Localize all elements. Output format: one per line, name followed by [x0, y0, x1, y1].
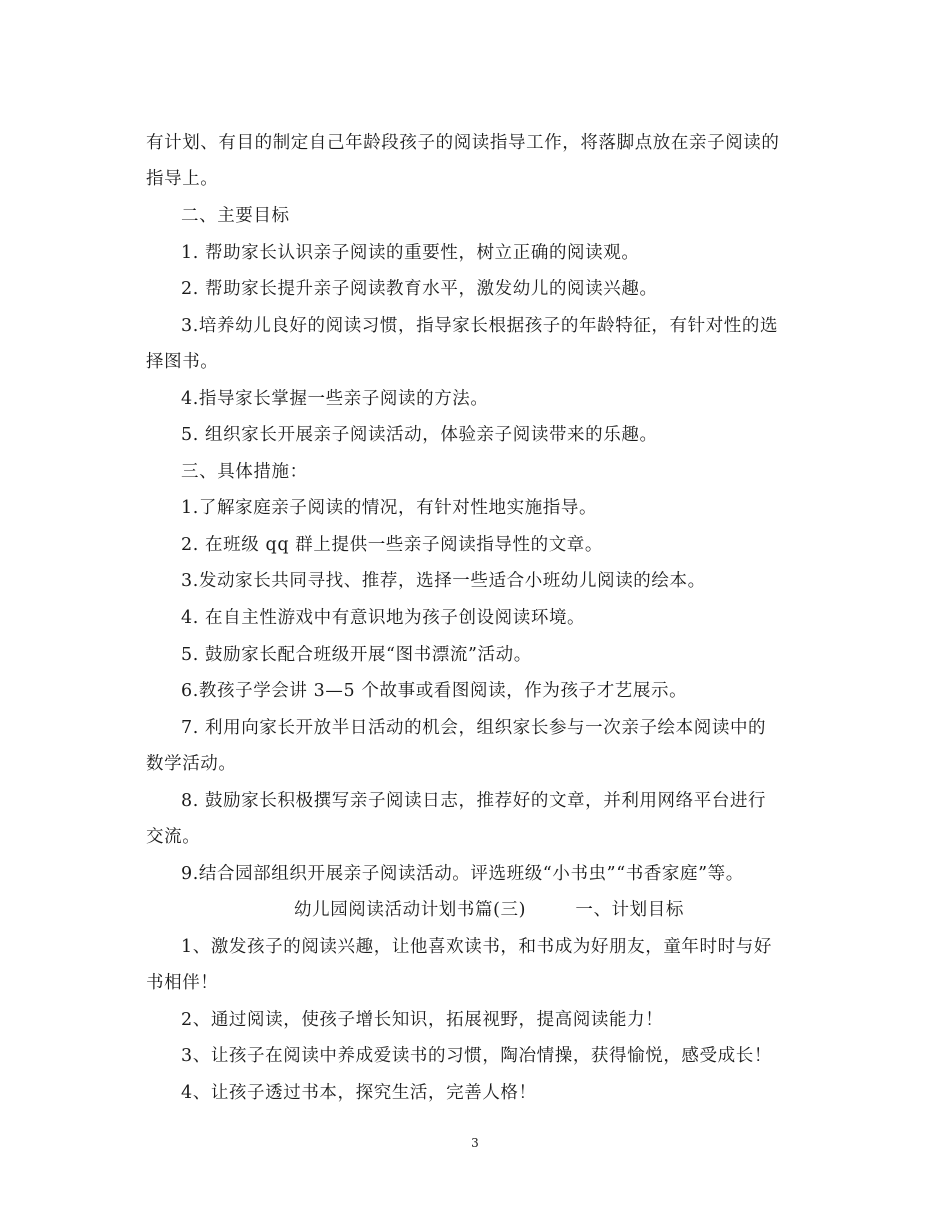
- section-title: 幼儿园阅读活动计划书篇(三) 一、计划目标: [294, 900, 684, 920]
- list-item-continuation: 书相伴！: [146, 973, 219, 993]
- list-item: 1. 帮助家长认识亲子阅读的重要性，树立正确的阅读观。: [181, 243, 640, 263]
- list-item: 9.结合园部组织开展亲子阅读活动。评选班级“小书虫”“书香家庭”等。: [181, 864, 744, 884]
- list-item: 4.指导家长掌握一些亲子阅读的方法。: [181, 389, 489, 409]
- list-item: 3.培养幼儿良好的阅读习惯，指导家长根据孩子的年龄特征，有针对性的选: [181, 316, 779, 336]
- list-item: 4、让孩子透过书本，探究生活，完善人格！: [181, 1083, 537, 1103]
- body-text-line: 有计划、有目的制定自己年龄段孩子的阅读指导工作，将落脚点放在亲子阅读的: [146, 133, 780, 153]
- list-item: 7. 利用向家长开放半日活动的机会，组织家长参与一次亲子绘本阅读中的: [181, 718, 767, 738]
- list-item: 3.发动家长共同寻找、推荐，选择一些适合小班幼儿阅读的绘本。: [181, 571, 706, 591]
- list-item: 8. 鼓励家长积极撰写亲子阅读日志，推荐好的文章，并利用网络平台进行: [181, 791, 767, 811]
- list-item: 1.了解家庭亲子阅读的情况，有针对性地实施指导。: [181, 498, 598, 518]
- list-item: 1、激发孩子的阅读兴趣，让他喜欢读书，和书成为好朋友，童年时时与好: [181, 937, 772, 957]
- list-item: 2、通过阅读，使孩子增长知识，拓展视野，提高阅读能力！: [181, 1010, 664, 1030]
- list-item: 2. 帮助家长提升亲子阅读教育水平，激发幼儿的阅读兴趣。: [181, 279, 658, 299]
- body-text-line: 指导上。: [146, 169, 219, 189]
- list-item: 6.教孩子学会讲 3—5 个故事或看图阅读，作为孩子才艺展示。: [181, 681, 688, 701]
- list-item: 5. 组织家长开展亲子阅读活动，体验亲子阅读带来的乐趣。: [181, 425, 658, 445]
- list-item-continuation: 数学活动。: [146, 754, 237, 774]
- section-heading: 二、主要目标: [181, 206, 290, 226]
- list-item: 4. 在自主性游戏中有意识地为孩子创设阅读环境。: [181, 608, 586, 628]
- list-item: 2. 在班级 qq 群上提供一些亲子阅读指导性的文章。: [181, 535, 603, 555]
- list-item-continuation: 交流。: [146, 827, 201, 847]
- page-number: 3: [471, 1136, 479, 1150]
- list-item: 3、让孩子在阅读中养成爱读书的习惯，陶冶情操，获得愉悦，感受成长！: [181, 1046, 772, 1066]
- list-item-continuation: 择图书。: [146, 352, 219, 372]
- section-heading: 三、具体措施：: [181, 462, 308, 482]
- list-item: 5. 鼓励家长配合班级开展“图书漂流”活动。: [181, 645, 532, 665]
